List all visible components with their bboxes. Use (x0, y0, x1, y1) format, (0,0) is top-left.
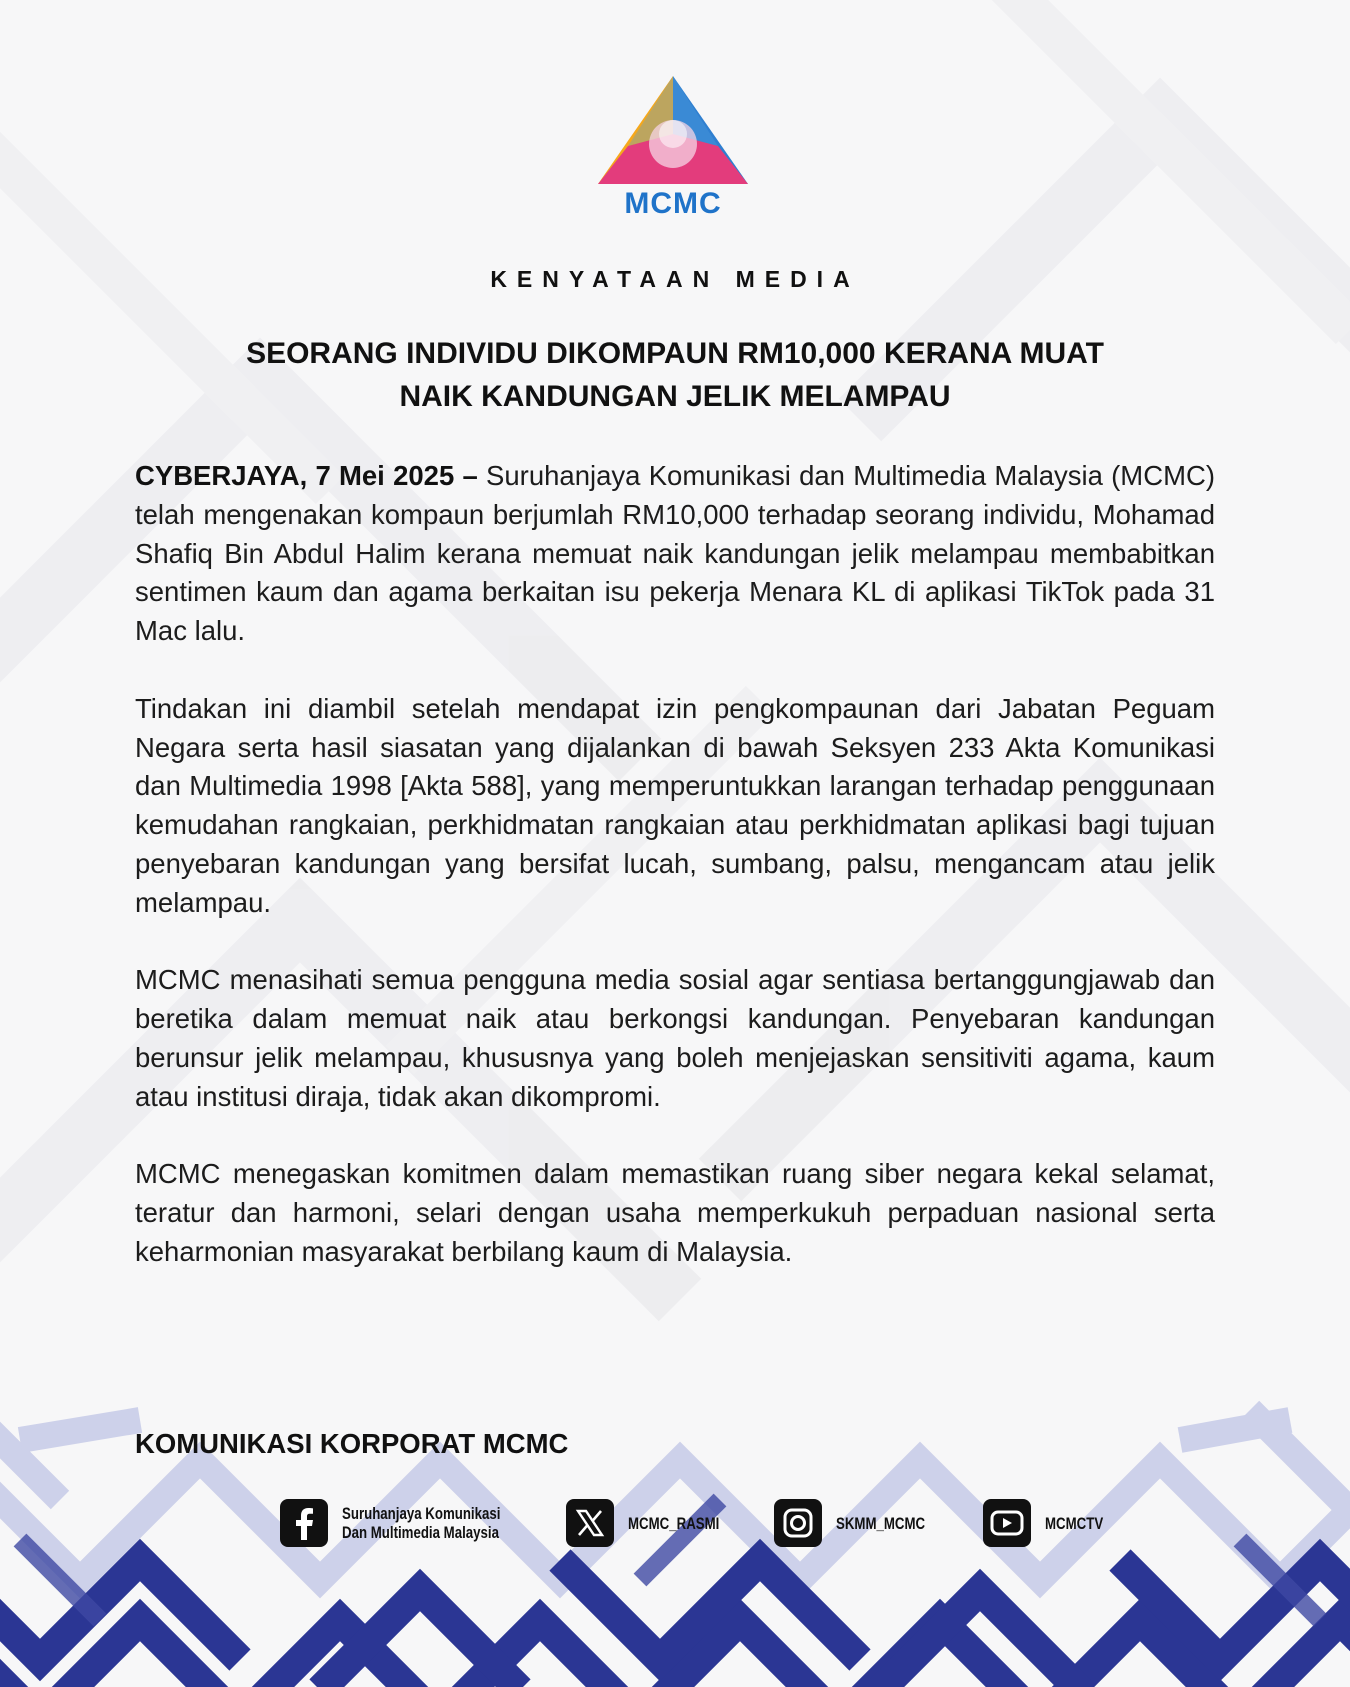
social-x[interactable] (566, 1495, 745, 1551)
facebook-icon (280, 1499, 328, 1547)
paragraph-2: Tindakan ini diambil setelah mendapat izin pengkompaunan dari Jabatan Peguam Negara serta hasil siasatan yang dijalankan di bawah Seksyen 233 Akta Komunikasi dan Multimedia 1998 [Akta 588], yang memperuntukkan larangan terhadap penggunaan kemudahan rangkaian, perkhidmatan rangkaian atau perkhidmatan aplikasi bagi tujuan penyebaran kandungan yang bersifat lucah, sumbang, palsu, mengancam atau jelik melampau. (135, 692, 1215, 918)
facebook-label: Suruhanjaya Komunikasi Dan Multimedia Malaysia (342, 1504, 501, 1542)
press-release-body (135, 457, 1215, 1311)
x-label: MCMC_RASMI (628, 1513, 720, 1533)
paragraph-1-text: Suruhanjaya Komunikasi dan Multimedia Malaysia (MCMC) telah mengenakan kompaun berjumlah RM10,000 terhadap seorang individu, Mohamad Shafiq Bin Abdul Halim kerana memuat naik kandungan jelik melampau membabitkan sentimen kaum dan agama berkaitan isu pekerja Menara KL di aplikasi TikTok pada 31 Mac lalu. (135, 460, 1215, 647)
mcmc-logo (588, 74, 758, 216)
youtube-label: MCMCTV (1045, 1513, 1104, 1533)
social-facebook[interactable] (280, 1495, 545, 1551)
headline-line-1: SEORANG INDIVIDU DIKOMPAUN RM10,000 KERANA MUAT (246, 337, 1104, 370)
social-youtube[interactable] (983, 1495, 1120, 1551)
paragraph-4: MCMC menegaskan komitmen dalam memastikan ruang siber negara kekal selamat, teratur dan harmoni, selari dengan usaha memperkukuh perpaduan nasional serta keharmonian masyarakat berbilang kaum di Malaysia. (135, 1158, 1215, 1267)
signoff: KOMUNIKASI KORPORAT MCMC (135, 1428, 569, 1459)
social-instagram[interactable] (774, 1495, 950, 1551)
headline (150, 332, 1200, 418)
logo-wordmark: MCMC (624, 187, 722, 216)
x-icon (566, 1499, 614, 1547)
document-kicker: KENYATAAN MEDIA (490, 266, 860, 292)
instagram-icon (774, 1499, 822, 1547)
instagram-label: SKMM_MCMC (836, 1513, 926, 1533)
youtube-icon (983, 1499, 1031, 1547)
paragraph-1 (135, 457, 1215, 651)
headline-line-2: NAIK KANDUNGAN JELIK MELAMPAU (399, 380, 951, 413)
social-media-bar (0, 1495, 1350, 1555)
dateline: CYBERJAYA, 7 Mei 2025 – (135, 460, 478, 491)
paragraph-3: MCMC menasihati semua pengguna media sosial agar sentiasa bertanggungjawab dan beretika dalam memuat naik atau berkongsi kandungan. Penyebaran kandungan berunsur jelik melampau, khususnya yang boleh menjejaskan sensitiviti agama, kaum atau institusi diraja, tidak akan dikompromi. (135, 964, 1215, 1112)
